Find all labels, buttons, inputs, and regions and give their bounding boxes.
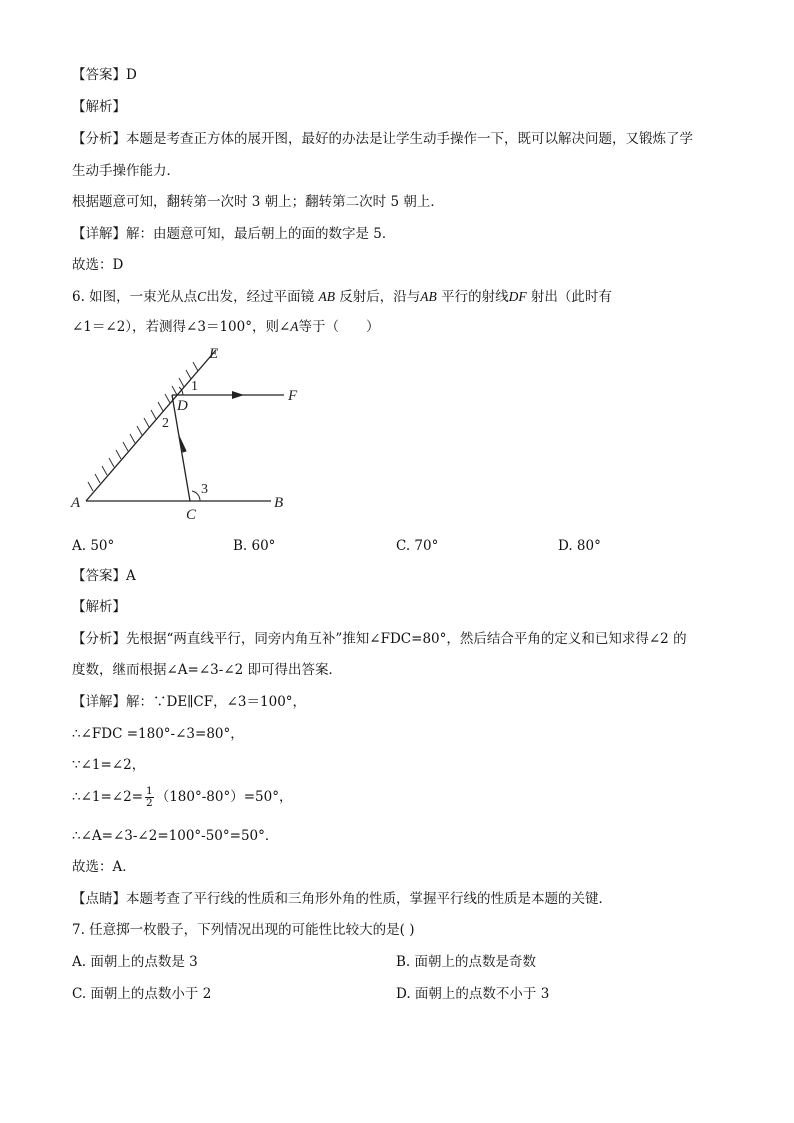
q6-detail-step3: ∵∠1=∠2， (72, 757, 146, 773)
q6-analysis-tag: 【解析】 (72, 599, 126, 615)
q7-option-d: D. 面朝上的点数不小于 3 (396, 986, 550, 1002)
mirror-hatching (88, 362, 198, 491)
q6-stem-line1: 6. 如图，一束光从点C出发，经过平面镜 AB 反射后，沿与AB 平行的射线DF 射出（此时有 (72, 289, 612, 305)
q5-choose: 故选：D (72, 257, 124, 273)
q6-option-c: C. 70° (396, 538, 439, 554)
q6-detail-step5: ∴∠A=∠3-∠2=100°-50°=50°． (72, 828, 279, 844)
label-E: E (209, 346, 219, 362)
q6-detail-step4: ∴∠1=∠2= $\frac{1}{2}$ （180°-80°）=50°， (72, 785, 293, 809)
label-angle-2: 2 (162, 416, 169, 431)
q6-answer-line: 【答案】A (72, 568, 136, 584)
q6-option-d: D. 80° (558, 538, 601, 554)
q6-dianjing: 【点睛】本题考查了平行线的性质和三角形外角的性质，掌握平行线的性质是本题的关键． (72, 891, 612, 907)
q6-option-b: B. 60° (233, 538, 276, 554)
q6-geometry-figure (66, 340, 316, 525)
label-C: C (186, 507, 197, 523)
q6-option-a: A. 50° (72, 538, 115, 554)
q6-answer: A (126, 568, 136, 584)
label-D: D (177, 398, 188, 414)
q6-fenxi-line2: 度数，继而根据∠A=∠3-∠2 即可得出答案． (72, 662, 343, 678)
q6-fenxi-line1: 【分析】先根据“两直线平行，同旁内角互补”推知∠FDC=80°，然后结合平角的定义和已知求得∠2 的 (72, 631, 687, 647)
arrow-on-DF (232, 391, 244, 399)
label-B: B (274, 495, 284, 511)
q6-detail-step2: ∴∠FDC =180°-∠3=80°， (72, 726, 244, 742)
q5-fenxi-line2: 生动手操作能力． (72, 163, 180, 179)
mirror-line-AE (86, 350, 216, 501)
fraction-one-half: $\frac{1}{2}$ (146, 785, 153, 809)
q5-analysis-tag: 【解析】 (72, 99, 126, 115)
q6-choose: 故选：A． (72, 859, 136, 875)
q7-option-a: A. 面朝上的点数是 3 (72, 954, 198, 970)
q5-answer-line: 【答案】D (72, 67, 137, 83)
q5-fenxi-line1: 【分析】本题是考查正方体的展开图，最好的办法是让学生动手操作一下，既可以解决问题，又锻炼了学 (72, 131, 693, 147)
q7-option-c: C. 面朝上的点数小于 2 (72, 986, 212, 1002)
q6-detail-step1: 【详解】解：∵DE∥CF，∠3＝100°， (72, 694, 307, 710)
label-F: F (288, 388, 298, 404)
arc-angle-3 (192, 491, 200, 501)
label-angle-1: 1 (191, 379, 198, 394)
label-angle-3: 3 (201, 482, 208, 497)
label-A: A (71, 495, 81, 511)
q5-detail: 【详解】解：由题意可知，最后朝上的面的数字是 5． (72, 226, 396, 242)
q6-stem-line2: ∠1＝∠2），若测得∠3＝100°，则∠A等于（ ） (72, 319, 380, 335)
q7-option-b: B. 面朝上的点数是奇数 (396, 954, 537, 970)
q5-reasoning: 根据题意可知，翻转第一次时 3 朝上；翻转第二次时 5 朝上． (72, 194, 444, 210)
q5-answer: D (126, 67, 137, 83)
q7-stem: 7. 任意掷一枚骰子，下列情况出现的可能性比较大的是( ) (72, 922, 415, 938)
